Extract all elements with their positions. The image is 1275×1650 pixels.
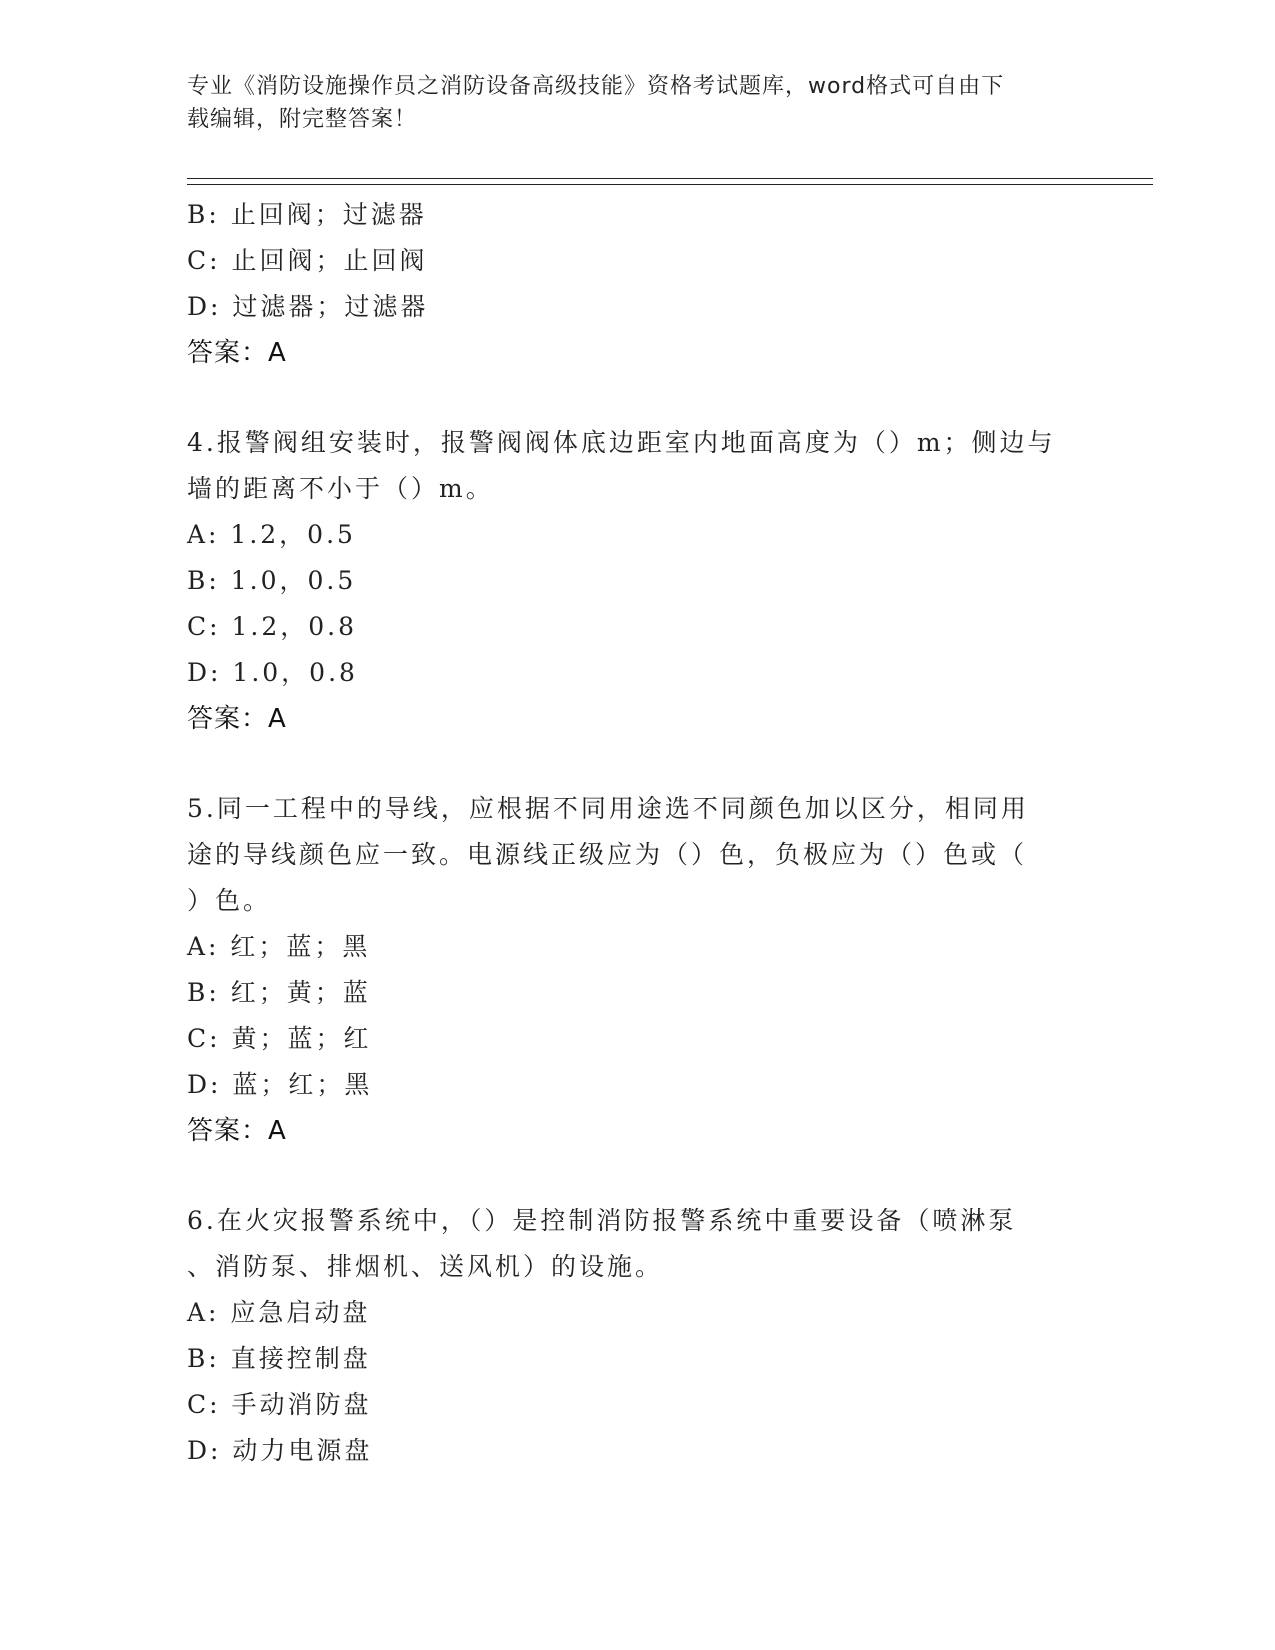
q3-option-c: C: 止回阀；止回阀 xyxy=(187,246,428,275)
header-line-2: 载编辑，附完整答案！ xyxy=(187,107,418,132)
question-6 xyxy=(187,1198,1087,1474)
q5-option-b: B: 红；黄；蓝 xyxy=(187,978,371,1007)
document-body xyxy=(187,192,1087,1474)
page-header xyxy=(187,70,1067,136)
question-spacer xyxy=(187,1154,1087,1198)
q4-stem-line-2: 墙的距离不小于（）m。 xyxy=(187,474,494,503)
q5-option-c: C: 黄；蓝；红 xyxy=(187,1024,372,1053)
question-4 xyxy=(187,420,1087,742)
q4-option-c: C: 1.2，0.8 xyxy=(187,612,358,641)
q5-stem-line-3: ）色。 xyxy=(187,886,272,915)
q3-answer: 答案：A xyxy=(187,338,287,368)
q4-option-d: D: 1.0，0.8 xyxy=(187,658,358,687)
q5-stem-line-1: 5.同一工程中的导线，应根据不同用途选不同颜色加以区分，相同用 xyxy=(187,794,1029,823)
q5-option-d: D: 蓝；红；黑 xyxy=(187,1070,373,1099)
q6-option-c: C: 手动消防盘 xyxy=(187,1390,372,1419)
question-spacer xyxy=(187,742,1087,786)
header-double-rule xyxy=(187,178,1153,185)
q5-answer: 答案：A xyxy=(187,1116,287,1146)
q6-option-a: A: 应急启动盘 xyxy=(187,1298,371,1327)
q4-option-a: A: 1.2，0.5 xyxy=(187,520,356,549)
question-3 xyxy=(187,192,1087,376)
q6-stem-line-1: 6.在火灾报警系统中，（）是控制消防报警系统中重要设备（喷淋泵 xyxy=(187,1206,1017,1235)
q6-stem-line-2: 、消防泵、排烟机、送风机）的设施。 xyxy=(187,1252,664,1281)
header-line-1: 专业《消防设施操作员之消防设备高级技能》资格考试题库，word格式可自由下 xyxy=(187,74,1005,99)
q6-option-b: B: 直接控制盘 xyxy=(187,1344,371,1373)
question-5 xyxy=(187,786,1087,1154)
q5-stem-line-2: 途的导线颜色应一致。电源线正级应为（）色，负极应为（）色或（ xyxy=(187,840,1028,869)
q4-answer: 答案：A xyxy=(187,704,287,734)
question-spacer xyxy=(187,376,1087,420)
q3-option-d: D: 过滤器；过滤器 xyxy=(187,292,429,321)
q4-option-b: B: 1.0，0.5 xyxy=(187,566,357,595)
q5-option-a: A: 红；蓝；黑 xyxy=(187,932,371,961)
q4-stem-line-1: 4.报警阀组安装时，报警阀阀体底边距室内地面高度为（）m；侧边与 xyxy=(187,428,1056,457)
q3-option-b: B: 止回阀；过滤器 xyxy=(187,200,427,229)
q6-option-d: D: 动力电源盘 xyxy=(187,1436,373,1465)
